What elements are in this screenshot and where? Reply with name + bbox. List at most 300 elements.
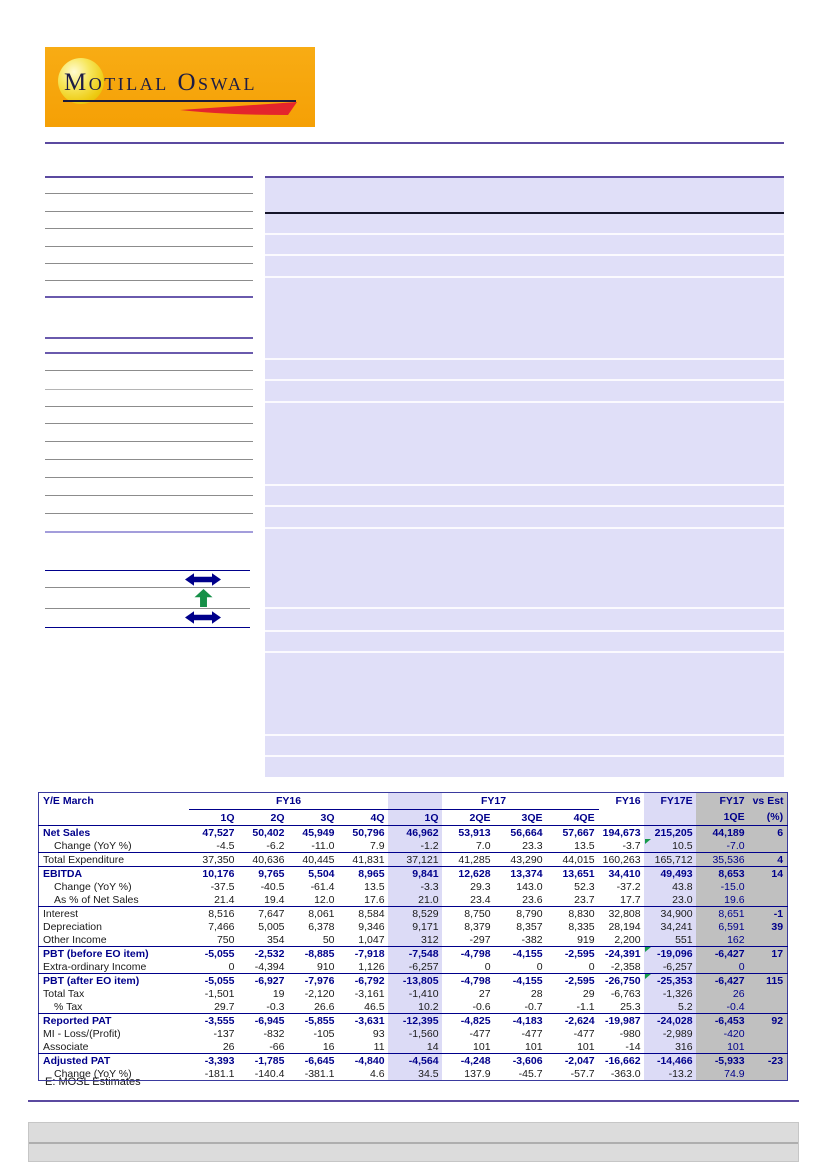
table-cell: 354 <box>266 933 285 946</box>
table-cell: 10.5 <box>645 839 697 853</box>
table-cell: -7,918 <box>339 947 389 961</box>
table-cell: -24,391 <box>599 947 645 961</box>
row-label: Change (YoY %) <box>54 839 132 852</box>
table-cell: 56,664 <box>510 826 543 839</box>
table-row <box>39 947 788 961</box>
table-cell <box>749 839 788 853</box>
table-cell: -25,353 <box>645 974 697 988</box>
table-cell: 34.5 <box>418 1067 439 1080</box>
table-cell: 101 <box>525 1040 543 1053</box>
table-cell: -477 <box>521 1027 543 1040</box>
table-cell: 43.8 <box>672 880 693 893</box>
table-cell: -6.2 <box>266 839 285 852</box>
row-label: Change (YoY %) <box>54 880 132 893</box>
table-cell: 312 <box>421 933 439 946</box>
table-cell: -6,763 <box>610 987 641 1000</box>
table-cell: -363.0 <box>610 1067 641 1080</box>
table-cell: -6,427 <box>697 947 749 961</box>
row-label: PBT (before EO item) <box>39 947 189 961</box>
table-cell: 5,504 <box>289 867 339 881</box>
table-cell: 50,402 <box>252 826 285 839</box>
table-cell: 9,171 <box>412 920 439 933</box>
table-cell: 46.5 <box>364 1000 385 1013</box>
table-cell: -832 <box>263 1027 285 1040</box>
table-row <box>39 839 788 853</box>
rule <box>45 513 253 514</box>
table-cell: 9,765 <box>239 867 289 881</box>
table-row <box>39 907 788 921</box>
table-cell: 29.7 <box>214 1000 235 1013</box>
row-label: Reported PAT <box>39 1014 189 1028</box>
table-cell: -40.5 <box>260 880 285 893</box>
table-cell: -1,410 <box>408 987 439 1000</box>
col-header: 2Q <box>239 810 289 826</box>
table-cell: -57.7 <box>570 1067 595 1080</box>
vs-est-header: vs Est <box>752 795 784 808</box>
table-cell: 8,651 <box>697 907 749 921</box>
table-cell: -7,548 <box>389 947 443 961</box>
table-cell: 41,285 <box>443 853 495 867</box>
row-label: Change (YoY %) <box>54 1067 132 1080</box>
col-header: 4QE <box>547 810 599 826</box>
logo-red-swoosh-icon <box>45 47 315 127</box>
table-cell: 26.6 <box>314 1000 335 1013</box>
top-rule <box>45 142 784 144</box>
table-cell: 52.3 <box>574 880 595 893</box>
table-cell: 7,647 <box>239 907 289 921</box>
table-cell: 910 <box>316 960 335 973</box>
table-cell: 10,176 <box>189 867 239 881</box>
table-cell: 17.6 <box>364 893 385 906</box>
table-cell: 45,949 <box>302 826 335 839</box>
table-cell: 143.0 <box>516 880 543 893</box>
table-cell: 41,831 <box>339 853 389 867</box>
table-cell: -980 <box>619 1027 641 1040</box>
table-cell: 0 <box>228 960 235 973</box>
table-cell: -2,047 <box>547 1054 599 1068</box>
table-cell: 10.2 <box>418 1000 439 1013</box>
col-header: 3QE <box>495 810 547 826</box>
table-cell: 40,445 <box>289 853 339 867</box>
table-cell: -4,248 <box>443 1054 495 1068</box>
table-cell: 13,651 <box>547 867 599 881</box>
rule <box>45 389 253 390</box>
table-cell: 74.9 <box>724 1067 745 1080</box>
table-title: Y/E March <box>43 795 94 808</box>
table-cell: -4.5 <box>216 839 235 852</box>
rule <box>45 406 253 407</box>
table-cell: 17 <box>749 947 788 961</box>
table-cell: 750 <box>216 933 235 946</box>
table-cell: -6,792 <box>339 974 389 988</box>
table-cell: 47,527 <box>202 826 235 839</box>
table-cell: 29 <box>582 987 595 1000</box>
table-cell: 4.6 <box>369 1067 385 1080</box>
row-label: Extra-ordinary Income <box>43 960 147 973</box>
table-cell: -2,595 <box>547 947 599 961</box>
table-cell: 5.2 <box>677 1000 693 1013</box>
table-cell: -8,885 <box>289 947 339 961</box>
table-cell: -66 <box>269 1040 285 1053</box>
table-row <box>39 960 788 974</box>
row-label: Associate <box>43 1040 89 1053</box>
motilal-oswal-logo <box>45 47 315 127</box>
col-header: 2QE <box>443 810 495 826</box>
table-cell: 34,241 <box>660 920 693 933</box>
table-cell: 9,346 <box>358 920 385 933</box>
table-cell: 6 <box>777 826 784 839</box>
row-label: Interest <box>39 907 189 921</box>
rule <box>45 608 250 609</box>
table-footnote: E: MOSL Estimates <box>45 1076 141 1088</box>
table-cell: -19,096 <box>645 947 697 961</box>
table-cell: -5,055 <box>189 947 239 961</box>
table-cell: 215,205 <box>654 826 693 839</box>
table-cell: -6,427 <box>697 974 749 988</box>
table-cell: -181.1 <box>204 1067 235 1080</box>
table-cell: 37,121 <box>389 853 443 867</box>
table-cell: 8,061 <box>289 907 339 921</box>
table-cell: -3.3 <box>420 880 439 893</box>
table-cell: -7,976 <box>289 974 339 988</box>
table-cell: 23.4 <box>470 893 491 906</box>
rule <box>45 176 253 178</box>
rule <box>45 211 253 212</box>
table-row <box>39 974 788 988</box>
table-cell: -5,933 <box>697 1054 749 1068</box>
col-header: 1Q <box>189 810 239 826</box>
table-cell: 50 <box>322 933 335 946</box>
table-cell: 9,841 <box>389 867 443 881</box>
table-cell: -4,798 <box>443 974 495 988</box>
rule <box>45 296 253 298</box>
table-cell: -4,155 <box>495 974 547 988</box>
table-cell: 8,529 <box>389 907 443 921</box>
table-cell: 44,015 <box>547 853 599 867</box>
table-cell: 92 <box>749 1014 788 1028</box>
fy16-annual-header: FY16 <box>615 795 641 808</box>
table-cell <box>749 1040 788 1054</box>
row-label: Depreciation <box>43 920 102 933</box>
table-cell: -11.0 <box>311 839 335 852</box>
rule <box>45 531 253 533</box>
table-cell: -0.3 <box>266 1000 285 1013</box>
table-cell: 29.3 <box>470 880 491 893</box>
table-cell: 57,667 <box>562 826 595 839</box>
table-cell: 23.0 <box>672 893 693 906</box>
table-cell: 19 <box>272 987 285 1000</box>
rule <box>45 263 253 264</box>
table-cell: 23.3 <box>522 839 543 852</box>
rule <box>45 337 253 339</box>
fy17e-header: FY17E <box>660 795 693 808</box>
table-cell: 26 <box>222 1040 235 1053</box>
table-cell: 7.9 <box>369 839 385 852</box>
table-cell: 43,290 <box>495 853 547 867</box>
table-cell: 8,516 <box>189 907 239 921</box>
table-cell: 28 <box>530 987 543 1000</box>
table-cell: 165,712 <box>645 853 697 867</box>
table-row <box>39 987 788 1000</box>
table-cell: 13.5 <box>364 880 385 893</box>
table-cell <box>749 1000 788 1014</box>
table-cell: -3,606 <box>495 1054 547 1068</box>
table-cell: -477 <box>469 1027 491 1040</box>
rule <box>45 459 253 460</box>
rule <box>45 495 253 496</box>
table-cell: -15.0 <box>720 880 745 893</box>
table-cell: -1.1 <box>576 1000 595 1013</box>
table-cell: 7.0 <box>475 839 491 852</box>
table-row <box>39 933 788 947</box>
rule <box>45 246 253 247</box>
table-cell: 8,750 <box>443 907 495 921</box>
table-cell: -140.4 <box>254 1067 285 1080</box>
table-cell <box>749 960 788 974</box>
table-cell: 19.6 <box>724 893 745 906</box>
table-cell: 8,379 <box>464 920 491 933</box>
quarterly-financials-table <box>38 792 787 1081</box>
col-header: 3Q <box>289 810 339 826</box>
table-cell: 25.3 <box>620 1000 641 1013</box>
table-cell <box>749 893 788 907</box>
table-cell: 8,790 <box>495 907 547 921</box>
footer-row <box>29 1123 798 1144</box>
table-cell: -6,257 <box>662 960 693 973</box>
table-row <box>39 880 788 893</box>
table-cell: 0 <box>536 960 543 973</box>
table-cell: -3.7 <box>622 839 641 852</box>
table-cell: 1,126 <box>358 960 385 973</box>
table-cell: -105 <box>313 1027 335 1040</box>
table-cell: -12,395 <box>389 1014 443 1028</box>
row-label: Other Income <box>43 933 107 946</box>
table-cell: -3,555 <box>189 1014 239 1028</box>
table-cell: 2,200 <box>614 933 641 946</box>
table-cell: 6,378 <box>308 920 335 933</box>
table-cell: 34,410 <box>599 867 645 881</box>
table-cell <box>749 880 788 893</box>
table-cell: -13.2 <box>668 1067 693 1080</box>
table-cell: 16 <box>322 1040 335 1053</box>
table-cell: -19,987 <box>599 1014 645 1028</box>
table-cell: -6,945 <box>239 1014 289 1028</box>
table-cell: -4,840 <box>339 1054 389 1068</box>
table-cell: 34,900 <box>645 907 697 921</box>
table-cell: 160,263 <box>599 853 645 867</box>
table-cell: 50,796 <box>352 826 385 839</box>
table-cell: 12.0 <box>314 893 335 906</box>
table-cell: -45.7 <box>518 1067 543 1080</box>
table-cell: 39 <box>771 920 784 933</box>
table-cell: 13,374 <box>495 867 547 881</box>
table-cell: -477 <box>573 1027 595 1040</box>
table-cell: -2,624 <box>547 1014 599 1028</box>
table-cell: -2,595 <box>547 974 599 988</box>
table-cell: -297 <box>469 933 491 946</box>
table-cell: -1,501 <box>204 987 235 1000</box>
table-cell: -3,393 <box>189 1054 239 1068</box>
table-cell: -4,155 <box>495 947 547 961</box>
table-cell: -6,453 <box>697 1014 749 1028</box>
table-cell: 101 <box>473 1040 491 1053</box>
table-cell: 115 <box>749 974 788 988</box>
table-cell: 23.7 <box>574 893 595 906</box>
table-cell: -420 <box>723 1027 745 1040</box>
table-cell: 7,466 <box>208 920 235 933</box>
table-cell: 0 <box>588 960 595 973</box>
row-label: As % of Net Sales <box>54 893 139 906</box>
table-cell: 551 <box>675 933 693 946</box>
table-cell: -0.4 <box>726 1000 745 1013</box>
table-cell: 21.0 <box>418 893 439 906</box>
table-cell: 101 <box>727 1040 745 1053</box>
table-row <box>39 867 788 881</box>
table-cell: 14 <box>749 867 788 881</box>
table-row <box>39 893 788 907</box>
table-row <box>39 1067 788 1081</box>
table-cell: -2,532 <box>239 947 289 961</box>
table-cell: 27 <box>478 987 491 1000</box>
table-cell: -13,805 <box>389 974 443 988</box>
row-label: PBT (after EO item) <box>39 974 189 988</box>
table-row <box>39 1014 788 1028</box>
table-cell: -26,750 <box>599 974 645 988</box>
table-cell: 26 <box>732 987 745 1000</box>
rule <box>45 193 253 194</box>
table-cell: -7.0 <box>726 839 745 852</box>
rule <box>45 423 253 424</box>
table-cell: 1,047 <box>358 933 385 946</box>
table-cell <box>749 933 788 947</box>
table-cell: -4,798 <box>443 947 495 961</box>
table-cell: -24,028 <box>645 1014 697 1028</box>
left-right-arrow-icon <box>185 611 221 629</box>
bottom-rule <box>28 1100 799 1102</box>
col-header: 4Q <box>339 810 389 826</box>
panel-dark-rule <box>265 212 784 214</box>
table-cell: -14,466 <box>645 1054 697 1068</box>
table-cell: -0.6 <box>472 1000 491 1013</box>
col-header: 1QE <box>697 810 749 826</box>
up-arrow-icon <box>194 589 213 612</box>
table-row <box>39 853 788 867</box>
table-cell: 5,005 <box>258 920 285 933</box>
table-row <box>39 1000 788 1014</box>
table-cell: -3,631 <box>339 1014 389 1028</box>
table-cell: 8,357 <box>516 920 543 933</box>
table-cell: -2,989 <box>662 1027 693 1040</box>
table-cell: 13.5 <box>574 839 595 852</box>
footer-row <box>29 1144 798 1163</box>
row-label: Total Tax <box>43 987 85 1000</box>
table-cell <box>749 1027 788 1040</box>
table-cell: -382 <box>521 933 543 946</box>
col-header: (%) <box>749 810 788 826</box>
table-cell: 8,653 <box>697 867 749 881</box>
table-row <box>39 1040 788 1054</box>
table-cell: -1,560 <box>408 1027 439 1040</box>
table-cell: -4,825 <box>443 1014 495 1028</box>
table-cell: -37.2 <box>616 880 641 893</box>
table-cell: 194,673 <box>602 826 641 839</box>
table-cell: -137 <box>213 1027 235 1040</box>
table-cell: -4,183 <box>495 1014 547 1028</box>
table-cell: -61.4 <box>310 880 335 893</box>
fy16-group-header: FY16 <box>189 793 389 810</box>
logo-brand-text: Motilal Oswal <box>64 69 258 96</box>
table-cell: -4,394 <box>254 960 285 973</box>
row-label: MI - Loss/(Profit) <box>43 1027 121 1040</box>
table-cell: -2,120 <box>304 987 335 1000</box>
table-cell <box>749 987 788 1000</box>
table-cell: 162 <box>727 933 745 946</box>
table-cell: 49,493 <box>645 867 697 881</box>
rule <box>45 477 253 478</box>
rule <box>45 570 250 571</box>
table-cell: -6,645 <box>289 1054 339 1068</box>
table-cell: 35,536 <box>697 853 749 867</box>
table-cell: 316 <box>675 1040 693 1053</box>
table-cell: 17.7 <box>620 893 641 906</box>
table-cell: 8,830 <box>547 907 599 921</box>
rule <box>45 441 253 442</box>
table-cell: 8,965 <box>339 867 389 881</box>
row-label: Net Sales <box>43 826 91 839</box>
table-cell: -37.5 <box>210 880 235 893</box>
table-cell: 919 <box>577 933 595 946</box>
table-row <box>39 826 788 840</box>
table-cell: 6,591 <box>718 920 745 933</box>
table-cell: 8,584 <box>339 907 389 921</box>
col-header: 1Q <box>389 810 443 826</box>
rule <box>45 352 253 354</box>
financial-table-body <box>39 826 788 1081</box>
row-label: EBITDA <box>39 867 189 881</box>
table-cell: -6,927 <box>239 974 289 988</box>
table-cell: -23 <box>749 1054 788 1068</box>
table-cell: 19.4 <box>264 893 285 906</box>
table-cell: 21.4 <box>214 893 235 906</box>
row-label: % Tax <box>54 1000 83 1013</box>
fy17-est-header: FY17 <box>719 795 745 808</box>
table-cell: 0 <box>738 960 745 973</box>
table-cell: -0.7 <box>524 1000 543 1013</box>
rule <box>45 370 253 371</box>
table-cell: 137.9 <box>464 1067 491 1080</box>
table-cell: 28,194 <box>608 920 641 933</box>
table-cell: 0 <box>484 960 491 973</box>
content-panel <box>265 176 784 777</box>
table-cell: 4 <box>749 853 788 867</box>
table-cell: 101 <box>577 1040 595 1053</box>
table-cell: -1.2 <box>420 839 439 852</box>
table-cell: 23.6 <box>522 893 543 906</box>
table-cell: 93 <box>372 1027 385 1040</box>
table-cell: -6,257 <box>408 960 439 973</box>
rule <box>45 280 253 281</box>
rule <box>45 228 253 229</box>
row-label: Adjusted PAT <box>39 1054 189 1068</box>
table-row <box>39 1027 788 1040</box>
table-cell: 53,913 <box>458 826 491 839</box>
table-cell: -1,326 <box>662 987 693 1000</box>
table-cell: 14 <box>426 1040 439 1053</box>
table-cell: -1 <box>749 907 788 921</box>
table-row <box>39 920 788 933</box>
table-cell: 37,350 <box>189 853 239 867</box>
table-cell: -3,161 <box>354 987 385 1000</box>
